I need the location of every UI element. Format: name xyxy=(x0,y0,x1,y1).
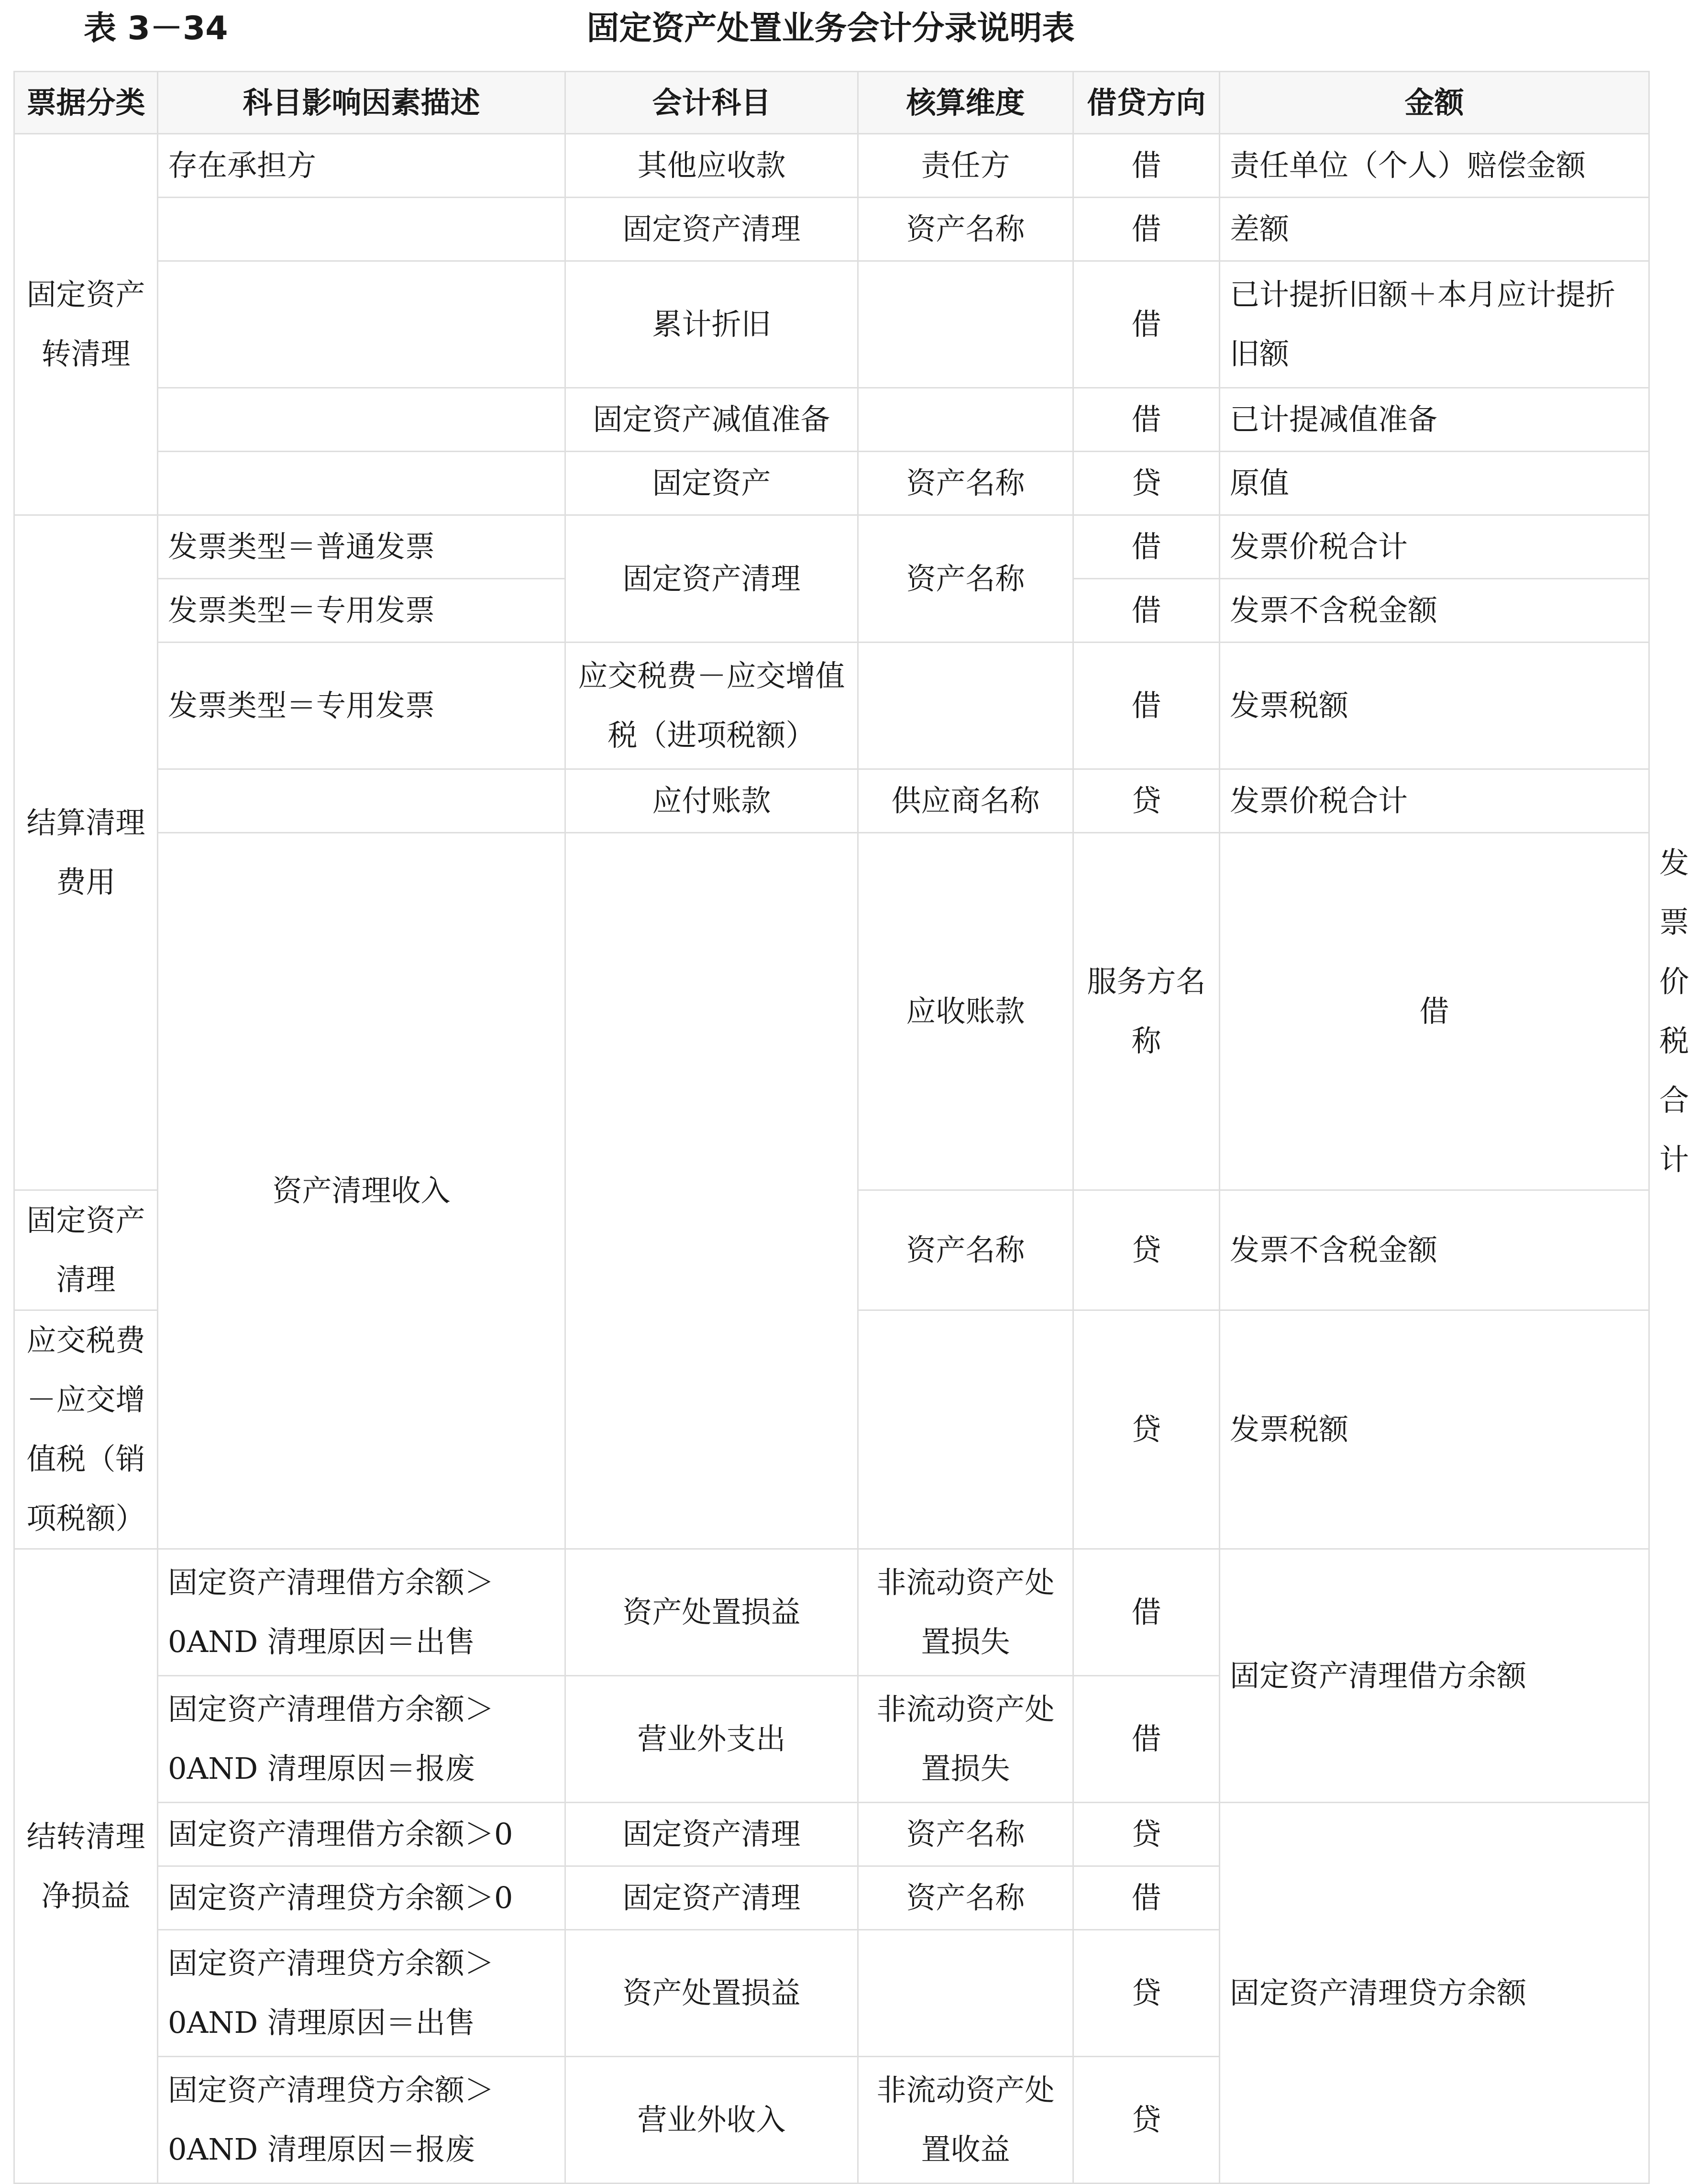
amount-cell: 原值 xyxy=(1220,452,1649,515)
account-cell: 固定资产清理 xyxy=(14,1190,158,1310)
description-cell: 固定资产清理贷方余额＞0 xyxy=(158,1866,565,1930)
direction-cell: 贷 xyxy=(1073,1803,1220,1866)
dimension-cell: 资产名称 xyxy=(858,1803,1073,1866)
table-row xyxy=(14,388,1649,452)
direction-cell: 借 xyxy=(1073,388,1220,452)
table-caption xyxy=(0,0,1661,56)
table-row xyxy=(14,643,1649,769)
dimension-cell xyxy=(858,1310,1073,1549)
amount-cell: 固定资产清理贷方余额 xyxy=(1220,1803,1649,2184)
description-cell xyxy=(158,452,565,515)
table-row xyxy=(14,134,1649,198)
description-cell: 发票类型＝普通发票 xyxy=(158,515,565,579)
dimension-cell: 资产名称 xyxy=(858,1190,1073,1310)
header-category: 票据分类 xyxy=(14,72,158,134)
table-row xyxy=(14,261,1649,388)
description-cell: 固定资产清理贷方余额＞0AND 清理原因＝出售 xyxy=(158,1930,565,2057)
amount-cell: 差额 xyxy=(1220,198,1649,261)
table-row: 资产清理收入 应收账款 服务方名称 借 发票价税合计 xyxy=(14,833,1649,1190)
direction-cell: 借 xyxy=(1220,833,1649,1190)
account-cell: 应交税费－应交增值税（进项税额） xyxy=(565,643,858,769)
direction-cell: 借 xyxy=(1073,579,1220,643)
direction-cell: 借 xyxy=(1073,1549,1220,1676)
direction-cell: 贷 xyxy=(1073,1190,1220,1310)
dimension-cell xyxy=(858,261,1073,388)
dimension-cell: 资产名称 xyxy=(858,515,1073,643)
description-cell: 固定资产清理借方余额＞0 xyxy=(158,1803,565,1866)
account-cell: 累计折旧 xyxy=(565,261,858,388)
account-cell: 营业外支出 xyxy=(565,1676,858,1803)
description-cell xyxy=(565,833,858,1549)
account-cell: 应交税费－应交增值税（销项税额） xyxy=(14,1310,158,1549)
account-cell: 固定资产 xyxy=(565,452,858,515)
header-dimension: 核算维度 xyxy=(858,72,1073,134)
account-cell: 固定资产减值准备 xyxy=(565,388,858,452)
account-cell: 应收账款 xyxy=(858,833,1073,1190)
header-amount: 金额 xyxy=(1220,72,1649,134)
account-cell: 固定资产清理 xyxy=(565,1866,858,1930)
direction-cell: 借 xyxy=(1073,515,1220,579)
dimension-cell: 供应商名称 xyxy=(858,769,1073,833)
table-row xyxy=(14,515,1649,579)
amount-cell: 已计提折旧额＋本月应计提折旧额 xyxy=(1220,261,1649,388)
table-number: 表 3－34 xyxy=(84,10,228,47)
dimension-cell: 非流动资产处置损失 xyxy=(858,1549,1073,1676)
amount-cell: 固定资产清理借方余额 xyxy=(1220,1549,1649,1803)
description-cell xyxy=(158,261,565,388)
table-row xyxy=(14,1803,1649,1866)
dimension-cell: 非流动资产处置损失 xyxy=(858,1676,1073,1803)
account-cell: 其他应收款 xyxy=(565,134,858,198)
account-cell: 固定资产清理 xyxy=(565,198,858,261)
account-cell: 资产处置损益 xyxy=(565,1930,858,2057)
amount-cell: 发票不含税金额 xyxy=(1220,579,1649,643)
table-row xyxy=(14,1549,1649,1676)
dimension-cell: 非流动资产处置收益 xyxy=(858,2057,1073,2184)
dimension-cell: 责任方 xyxy=(858,134,1073,198)
direction-cell: 贷 xyxy=(1073,452,1220,515)
description-cell xyxy=(158,198,565,261)
direction-cell: 贷 xyxy=(1073,1310,1220,1549)
description-cell: 固定资产清理贷方余额＞0AND 清理原因＝报废 xyxy=(158,2057,565,2184)
header-description: 科目影响因素描述 xyxy=(158,72,565,134)
direction-cell: 贷 xyxy=(1073,2057,1220,2184)
description-cell xyxy=(158,388,565,452)
dimension-cell: 服务方名称 xyxy=(1073,833,1220,1190)
account-cell: 固定资产清理 xyxy=(565,1803,858,1866)
category-cell: 资产清理收入 xyxy=(158,833,565,1549)
dimension-cell: 资产名称 xyxy=(858,452,1073,515)
table-row xyxy=(14,198,1649,261)
description-cell: 发票类型＝专用发票 xyxy=(158,579,565,643)
table-row xyxy=(14,452,1649,515)
amount-cell: 发票价税合计 xyxy=(1220,769,1649,833)
category-cell: 结算清理费用 xyxy=(14,515,158,1190)
header-account: 会计科目 xyxy=(565,72,858,134)
amount-cell: 已计提减值准备 xyxy=(1220,388,1649,452)
description-cell: 固定资产清理借方余额＞0AND 清理原因＝出售 xyxy=(158,1549,565,1676)
direction-cell: 贷 xyxy=(1073,769,1220,833)
direction-cell: 借 xyxy=(1073,134,1220,198)
amount-cell: 发票税额 xyxy=(1220,1310,1649,1549)
amount-cell: 发票不含税金额 xyxy=(1220,1190,1649,1310)
direction-cell: 贷 xyxy=(1073,1930,1220,2057)
dimension-cell xyxy=(858,388,1073,452)
account-cell: 应付账款 xyxy=(565,769,858,833)
direction-cell: 借 xyxy=(1073,198,1220,261)
description-cell: 存在承担方 xyxy=(158,134,565,198)
dimension-cell: 资产名称 xyxy=(858,1866,1073,1930)
dimension-cell xyxy=(858,643,1073,769)
amount-cell: 责任单位（个人）赔偿金额 xyxy=(1220,134,1649,198)
amount-cell: 发票价税合计 xyxy=(1220,515,1649,579)
direction-cell: 借 xyxy=(1073,1866,1220,1930)
dimension-cell xyxy=(858,1930,1073,2057)
amount-cell: 发票税额 xyxy=(1220,643,1649,769)
direction-cell: 借 xyxy=(1073,261,1220,388)
table-row xyxy=(14,769,1649,833)
account-cell: 资产处置损益 xyxy=(565,1549,858,1676)
description-cell: 固定资产清理借方余额＞0AND 清理原因＝报废 xyxy=(158,1676,565,1803)
header-direction: 借贷方向 xyxy=(1073,72,1220,134)
account-cell: 营业外收入 xyxy=(565,2057,858,2184)
category-cell: 固定资产转清理 xyxy=(14,134,158,515)
description-cell xyxy=(158,769,565,833)
direction-cell: 借 xyxy=(1073,1676,1220,1803)
dimension-cell: 资产名称 xyxy=(858,198,1073,261)
category-cell: 结转清理净损益 xyxy=(14,1549,158,2184)
account-cell: 固定资产清理 xyxy=(565,515,858,643)
direction-cell: 借 xyxy=(1073,643,1220,769)
table-title: 固定资产处置业务会计分录说明表 xyxy=(586,10,1075,47)
description-cell: 发票类型＝专用发票 xyxy=(158,643,565,769)
accounting-entries-table xyxy=(13,71,1689,2184)
table-header-row xyxy=(14,72,1649,134)
